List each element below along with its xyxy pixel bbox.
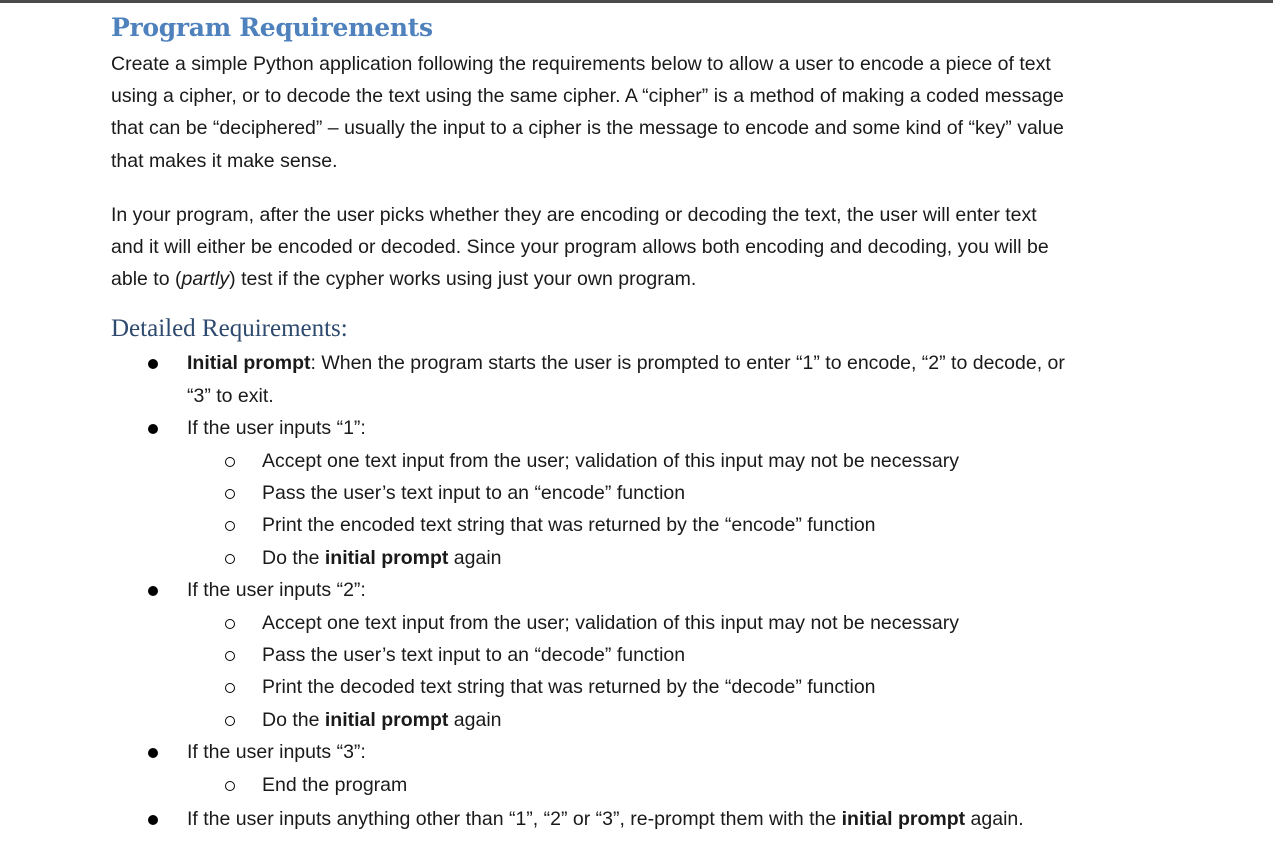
sub-item — [0, 477, 1261, 509]
initial-prompt-cont: “3” to exit. — [187, 384, 274, 407]
intro-paragraph — [111, 48, 1261, 177]
circle-bullet-icon — [225, 781, 235, 791]
other-input-text: If the user inputs anything other than “1”, “2” or “3”, re-prompt them with the — [187, 808, 842, 831]
sub-item — [0, 704, 1261, 736]
circle-bullet-icon — [225, 489, 235, 499]
input-2-label: If the user inputs “2”: — [187, 579, 366, 602]
sub-item — [0, 671, 1261, 703]
intro-line: that makes it make sense. — [111, 149, 338, 172]
sub-item — [0, 769, 1261, 801]
bullet-icon — [148, 586, 158, 596]
initial-prompt-term: initial prompt — [324, 708, 449, 731]
initial-prompt-term: Initial prompt — [187, 352, 311, 375]
initial-prompt-text: : When the program starts the user is prompted to enter “1” to encode, “2” to decode, or — [310, 352, 1065, 375]
requirements-list — [0, 347, 1261, 835]
input-1-label: If the user inputs “1”: — [187, 417, 366, 440]
sub-item-text: End the program — [262, 773, 408, 796]
other-input-text: again. — [965, 808, 1024, 831]
circle-bullet-icon — [225, 716, 235, 726]
circle-bullet-icon — [225, 619, 235, 629]
top-border-line — [0, 0, 1273, 3]
circle-bullet-icon — [225, 554, 235, 564]
emphasis-partly: partly — [181, 268, 230, 291]
list-item-initial-prompt — [0, 347, 1261, 379]
input-3-label: If the user inputs “3”: — [187, 741, 366, 764]
list-item-other-input — [0, 803, 1261, 835]
sub-item-text: again — [448, 546, 502, 569]
circle-bullet-icon — [225, 683, 235, 693]
sub-item-text: again — [448, 708, 502, 731]
program-line-text: ) test if the cypher works using just your own program. — [229, 268, 697, 291]
page-title: Program Requirements — [111, 13, 433, 42]
sub-item-text: Pass the user’s text input to an “decode” function — [262, 644, 686, 667]
circle-bullet-icon — [225, 457, 235, 467]
sub-item-text: Accept one text input from the user; validation of this input may not be necessary — [262, 449, 959, 472]
sub-item — [0, 542, 1261, 574]
sub-item-text: Print the encoded text string that was returned by the “encode” function — [262, 514, 876, 537]
bullet-icon — [148, 815, 158, 825]
intro-line: that can be “deciphered” – usually the input to a cipher is the message to encode and some kind of “key” value — [111, 117, 1064, 140]
sub-item-text: Print the decoded text string that was returned by the “decode” function — [262, 676, 876, 699]
sub-item-text: Pass the user’s text input to an “encode” function — [262, 482, 686, 505]
program-line-text: able to ( — [111, 268, 182, 291]
circle-bullet-icon — [225, 521, 235, 531]
list-item-input-3 — [0, 736, 1261, 768]
bullet-icon — [148, 359, 158, 369]
sub-item — [0, 639, 1261, 671]
program-line: In your program, after the user picks whether they are encoding or decoding the text, the user will enter text — [111, 203, 1037, 226]
program-paragraph — [111, 199, 1261, 296]
intro-line: using a cipher, or to decode the text using the same cipher. A “cipher” is a method of making a coded message — [111, 85, 1064, 108]
initial-prompt-term: initial prompt — [841, 808, 966, 831]
list-item-input-1 — [0, 412, 1261, 444]
sub-item — [0, 509, 1261, 541]
program-line — [111, 263, 1261, 295]
bullet-icon — [148, 748, 158, 758]
bullet-icon — [148, 424, 158, 434]
intro-line: Create a simple Python application following the requirements below to allow a user to encode a piece of text — [111, 53, 1051, 75]
sub-item — [0, 445, 1261, 477]
initial-prompt-term: initial prompt — [324, 546, 449, 569]
sub-item-text: Accept one text input from the user; validation of this input may not be necessary — [262, 611, 959, 634]
section-heading: Detailed Requirements: — [111, 315, 348, 343]
list-item-continuation — [0, 380, 1261, 412]
document-page — [111, 10, 1261, 836]
sub-item — [0, 607, 1261, 639]
sub-item-text: Do the — [262, 546, 325, 569]
circle-bullet-icon — [225, 651, 235, 661]
list-item-input-2 — [0, 574, 1261, 606]
program-line: and it will either be encoded or decoded. Since your program allows both encoding and decoding, you will be — [111, 236, 1049, 259]
sub-item-text: Do the — [262, 708, 325, 731]
